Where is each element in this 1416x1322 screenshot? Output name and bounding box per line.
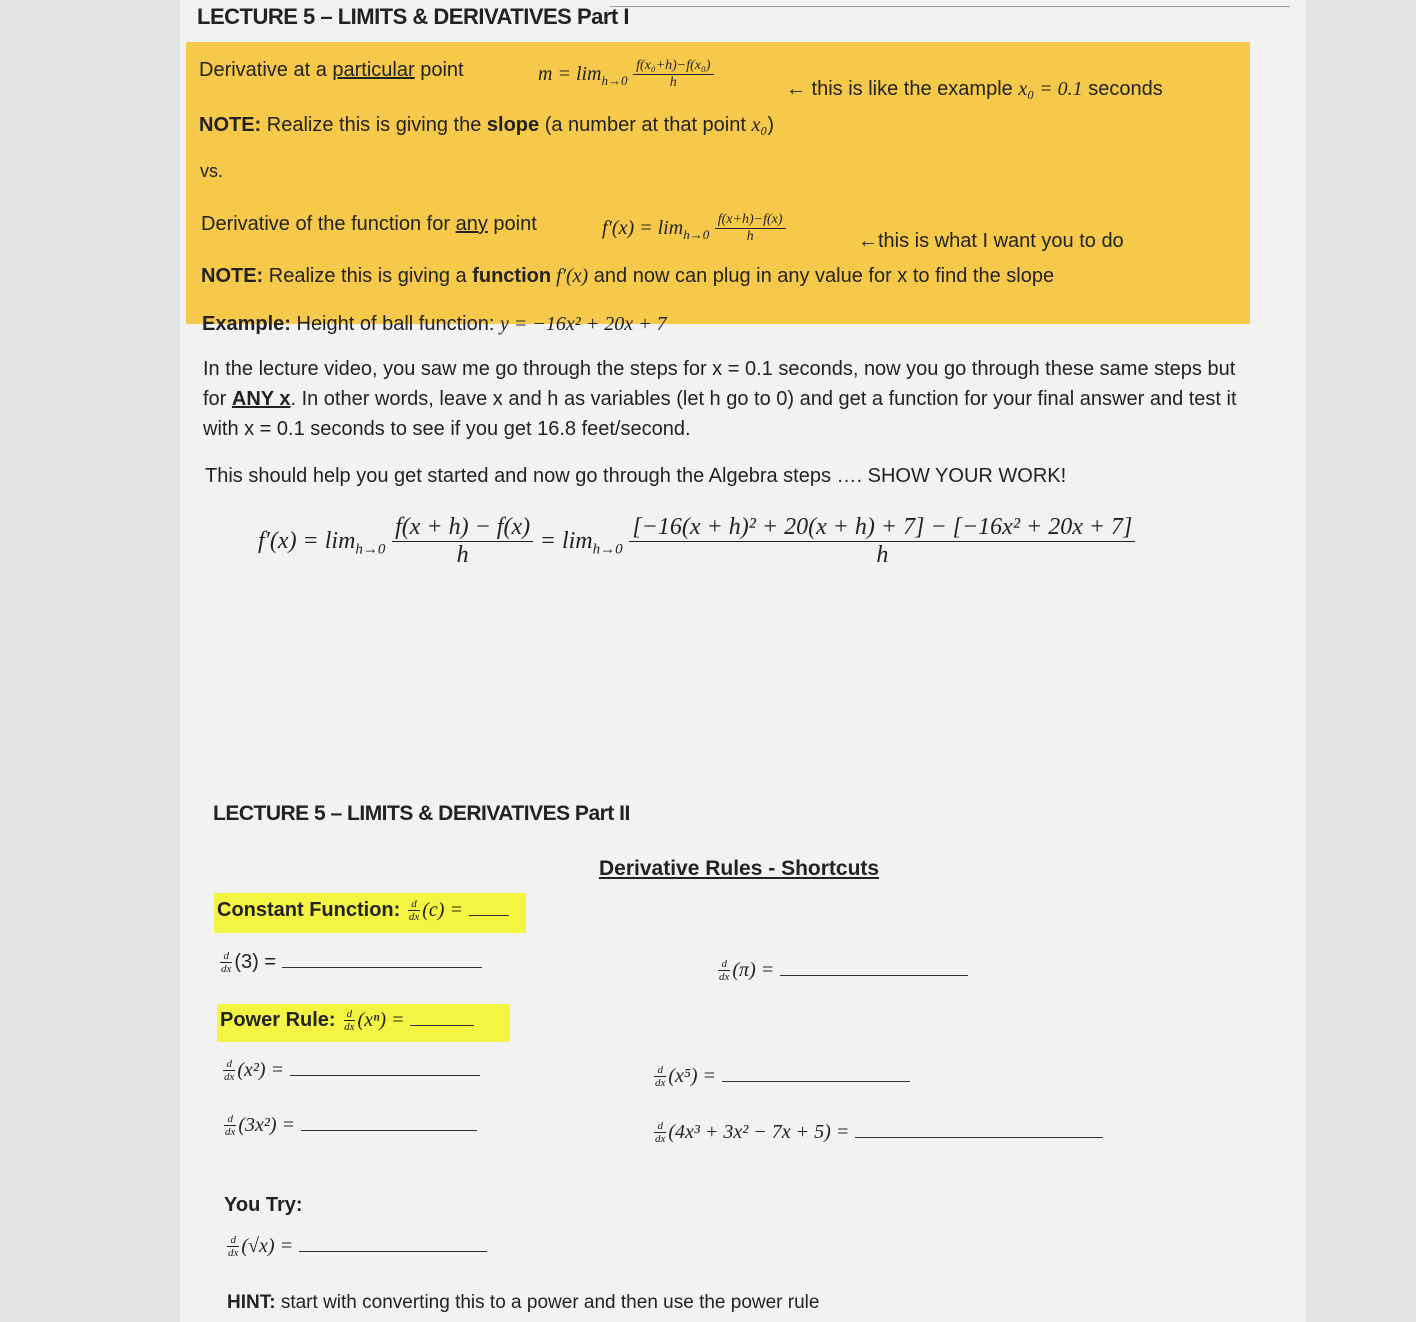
hint-line: HINT: start with converting this to a power and then use the power rule [227, 1292, 820, 1313]
answer-line-d-3x2[interactable] [301, 1130, 477, 1131]
note-function: NOTE: Realize this is giving a function f′(x) and now can plug in any value for x to find the slope [201, 265, 1055, 287]
deriv-point-label: Derivative at a particular point [199, 59, 464, 81]
problem-d-x2: $\frac{d}{dx}$ (x²) = [221, 1058, 480, 1083]
answer-line-d-pi[interactable] [780, 975, 968, 976]
rules-heading: Derivative Rules - Shortcuts [599, 857, 880, 880]
instructions-line-2: for ANY x. In other words, leave x and h as variables (let h go to 0) and get a function for your final answer and test it [203, 388, 1237, 410]
answer-line-d-sqrt[interactable] [299, 1251, 487, 1252]
limit-definition-equation: $f'(x) = \lim_{h\to 0}$ $\frac{f(x + h) - f(x)}{h}$ = $\lim_{h\to 0}$ $\frac{\text{[−16(x + h)² + 20(x + h) + 7] − [−16x² + 20x + 7]}}{h}$ [258, 514, 1135, 569]
note-slope: NOTE: Realize this is giving the slope (a number at that point x₀) [199, 114, 774, 136]
part1-title: LECTURE 5 – LIMITS & DERIVATIVES Part I [197, 4, 629, 29]
answer-line-d-x5[interactable] [722, 1081, 910, 1082]
deriv-func-label: Derivative of the function for any point [201, 213, 537, 235]
problem-d-pi: $\frac{d}{dx}$ (π) = [716, 958, 968, 983]
answer-line-d-x2[interactable] [290, 1075, 480, 1076]
show-work-instruction: This should help you get started and now go through the Algebra steps …. SHOW YOUR WORK! [205, 465, 1067, 487]
you-try-label: You Try: [224, 1194, 303, 1216]
problem-d-x5: $\frac{d}{dx}$ (x⁵) = [652, 1064, 910, 1089]
top-rule [610, 6, 1290, 7]
deriv-point-note: ← this is like the example x₀ = 0.1 seconds [786, 78, 1163, 100]
instructions-line-3: with x = 0.1 seconds to see if you get 16.8 feet/second. [203, 418, 691, 440]
deriv-func-note: ←this is what I want you to do [858, 230, 1124, 252]
instructions-line-1: In the lecture video, you saw me go through the steps for x = 0.1 seconds, now you go through these same steps but [203, 358, 1236, 380]
deriv-point-formula: $m = \lim_{h\to 0}$ $\frac{\text{f(x₀+h)−f(x₀)}}{h}$ [538, 58, 714, 91]
vs-text: vs. [200, 161, 224, 181]
problem-d-3x2: $\frac{d}{dx}$ (3x²) = [222, 1113, 477, 1138]
problem-d-polynomial: $\frac{d}{dx}$ (4x³ + 3x² − 7x + 5) = [652, 1120, 1103, 1145]
constant-function-rule: Constant Function: $\frac{d}{dx}$ (c) = [217, 898, 509, 923]
answer-line-d-3[interactable] [282, 967, 482, 968]
problem-d-3: $\frac{d}{dx}$ (3) = [218, 950, 482, 975]
answer-line-d-polynomial[interactable] [855, 1137, 1103, 1138]
power-rule: Power Rule: $\frac{d}{dx}$ (xⁿ) = [220, 1008, 474, 1033]
deriv-func-formula: $f'(x) = \lim_{h\to 0}$ $\frac{f(x+h)-f(x)}{h}$ [602, 212, 786, 245]
problem-d-sqrt: $\frac{d}{dx}$ (√x) = [225, 1234, 487, 1259]
part2-title: LECTURE 5 – LIMITS & DERIVATIVES Part II [213, 802, 630, 825]
example-line: Example: Height of ball function: y = −16x² + 20x + 7 [202, 313, 667, 335]
